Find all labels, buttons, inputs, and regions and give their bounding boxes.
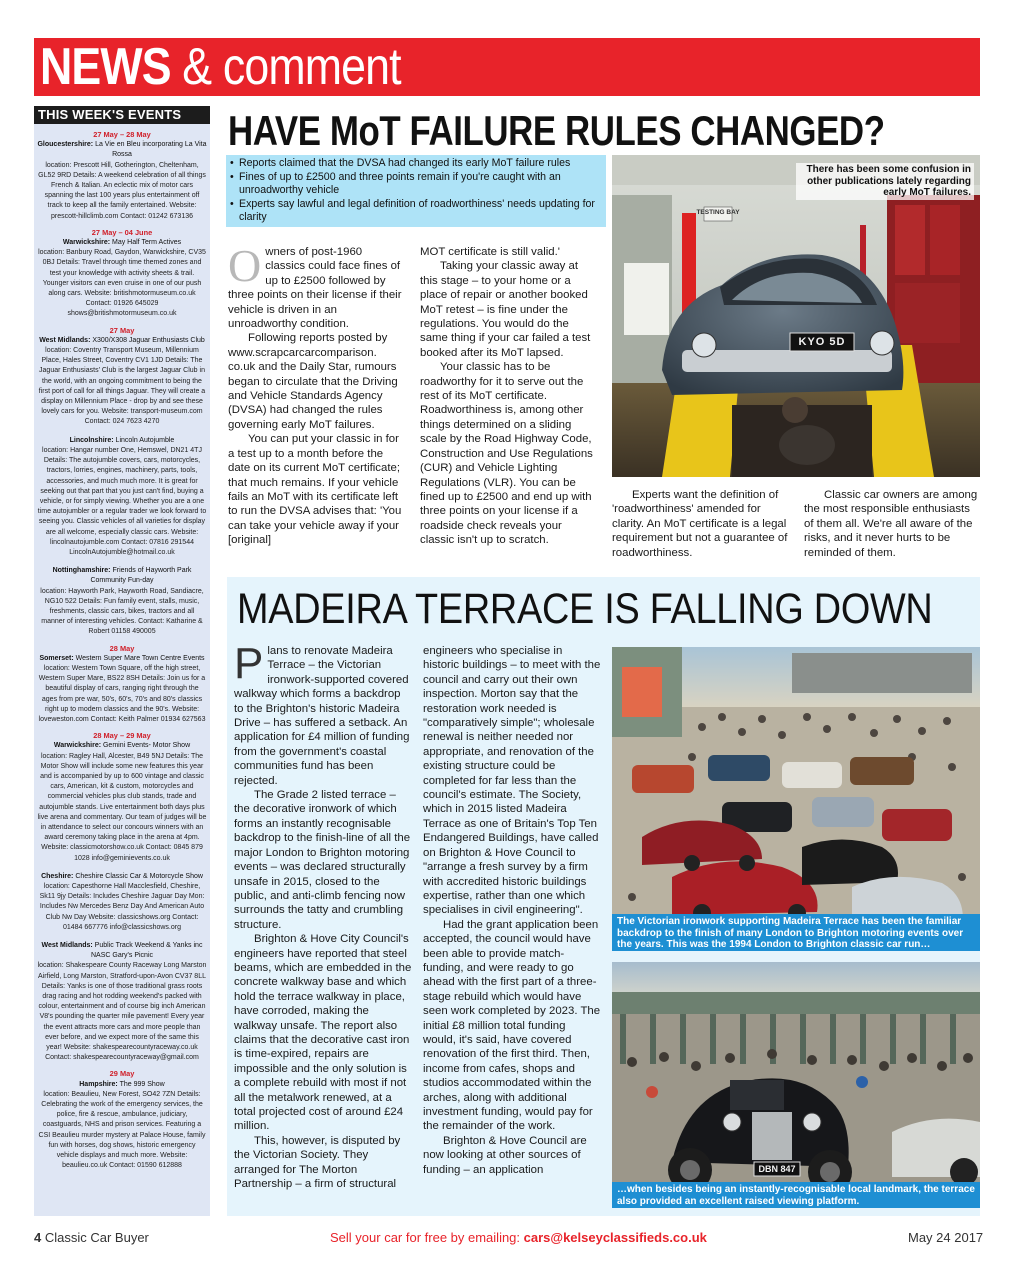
mot-bullet: • Fines of up to £2500 and three points remain if you're caught with an unroadworthy vehicle xyxy=(230,171,600,198)
madeira-photo-2 xyxy=(612,962,980,1208)
sell-email[interactable]: cars@kelseyclassifieds.co.uk xyxy=(523,1230,707,1245)
footer-folio xyxy=(34,1230,149,1246)
event-name: The 999 Show xyxy=(117,1080,165,1088)
page-number: 4 xyxy=(34,1230,42,1245)
issue-date: May 24 2017 xyxy=(908,1230,984,1245)
mot-column-2 xyxy=(420,245,598,548)
event-spacer xyxy=(37,558,207,566)
event-date: 29 May xyxy=(109,1069,135,1079)
event-county: Warwickshire: xyxy=(62,239,111,247)
mot-paragraph: MOT certificate is still valid.' xyxy=(420,246,560,258)
event-date: 28 May – 29 May xyxy=(93,731,151,741)
mot-paragraph: wners of post-1960 classics could face fines of up to £2500 followed by three points on their license if their vehicle is driven in an unroadworthy condition. xyxy=(228,246,402,331)
event-title xyxy=(37,872,207,882)
event-details: location: Beaulieu, New Forest, SO42 7ZN Details: Celebrating the work of the emergency services, the police, fire & rescue, ambulance, judiciary, coastguards, NHS and prison services. Featuring a CSI Beaulieu murder mystery at Palace House, family fun with horses, dog shows, historic emergency vehicle displays and much more. Website: beaulieu.co.uk Contact: 01590 612888 xyxy=(38,1090,206,1170)
events-heading: THIS WEEK'S EVENTS xyxy=(34,106,210,124)
event-details: location: Hayworth Park, Hayworth Road, Sandiacre, NG10 522 Details: Fun family event, stalls, music, freshments, classic cars, bikes, tractors and all manner of interesting vehicles. Contact: Katharine & Robert 01158 490005 xyxy=(40,587,204,636)
section-title xyxy=(40,38,401,96)
testing-bay-sign: TESTING BAY xyxy=(696,209,740,216)
madeira-caption-1: The Victorian ironwork supporting Madeira Terrace has been the familiar backdrop to the finish of many London to Brighton motoring events over the years. This was the 1994 London to Brighton classic car run… xyxy=(612,914,980,951)
mot-paragraph: Following reports posted by www.scrapcarcarcomparison. co.uk and the Daily Star, rumours began to circulate that the Driving and Vehicle Standards Agency (DVSA) had changed the rules governing early MoT failures. xyxy=(228,332,398,431)
event-name: Gemini Events- Motor Show xyxy=(101,742,191,750)
mot-photo xyxy=(612,155,980,477)
event-name: Western Super Mare Town Centre Events xyxy=(73,654,205,662)
event-item xyxy=(34,326,210,428)
event-details: location: Western Town Square, off the high street, Western Super Mare, BS22 8SH Details: Join us for a beautiful display of cars, ranging right through the ages from pre war, 50's, 60's, 70's and 80's classics right up to modern classics and the 90's. Website: loveweston.com Contact: Keith Palmer 01934 627563 xyxy=(38,664,206,723)
event-name: Cheshire Classic Car & Motorcycle Show xyxy=(73,872,203,880)
madeira-column-1 xyxy=(234,639,412,1191)
event-name: La Vie en Bleu incorporating La Vita Rossa xyxy=(93,141,207,159)
event-county: Lincolnshire: xyxy=(69,436,114,444)
event-item xyxy=(34,933,210,1063)
event-county: West Midlands: xyxy=(39,336,91,344)
event-county: Warwickshire: xyxy=(53,742,102,750)
event-details: location: Prescott Hill, Gotherington, Cheltenham, GL52 9RD Details: A weekend celebration of all things French & Italian. An eclectic mix of motor cars spanning the last 100 years plus entertainment off track to keep all the family entertained. Website: prescott-hillclimb.com Contact: 01242 673136 xyxy=(38,161,206,220)
mot-photo-svg xyxy=(612,155,980,477)
event-details: location: Banbury Road, Gaydon, Warwickshire, CV35 0BJ Details: Travel through time themed zones and test your knowledge with activity sheets & trail. Younger visitors can even cruise in one of our push along cars. Website: britishmotormuseum.co.uk Contact: 01926 645029 shows@britishmotormuseum.co.uk xyxy=(38,249,206,318)
event-name: Lincoln Autojumble xyxy=(113,436,175,444)
sell-text: Sell your car for free by emailing: xyxy=(330,1230,524,1245)
mot-column-1 xyxy=(228,240,404,548)
section-title-rest: & comment xyxy=(170,38,401,96)
event-title xyxy=(37,1080,207,1090)
event-spacer xyxy=(37,864,207,872)
event-title xyxy=(37,436,207,446)
event-date: 27 May xyxy=(109,325,135,335)
event-spacer xyxy=(37,428,207,436)
event-item xyxy=(34,644,210,726)
mot-bullet: • Experts say lawful and legal definition of roadworthiness' needs updating for clarity xyxy=(230,198,600,225)
madeira-paragraph: This, however, is disputed by the Victorian Society. They arranged for The Morton Partnership – a firm of structural xyxy=(234,1134,401,1191)
event-county: Gloucestershire: xyxy=(37,141,94,149)
mot-dropcap: O xyxy=(228,240,262,291)
mot-photo-caption: There has been some confusion in other publications lately regarding early MoT failures. xyxy=(796,163,974,200)
event-date: 27 May – 28 May xyxy=(93,130,151,139)
event-item xyxy=(34,731,210,864)
event-details: location: Ragley Hall, Alcester, B49 5NJ Details: The Motor Show will include some new features this year and is accompanied by up to 600 vintage and classic cars, American, kit & custom, motorcycles and commercial vehicles plus club stands, trade and autojumble stands. Live entertainment both days plus live arena and commentary. Our team of judges will be in attendance to select our concours winners with an award ceremony taking place in the arena at 4pm. Website: classicmotorshow.co.uk Contact: 0845 879 1028 info@geminievents.co.uk xyxy=(37,752,207,862)
event-title xyxy=(37,566,207,586)
number-plate: DBN 847 xyxy=(758,1164,796,1174)
madeira-paragraph: Brighton & Hove City Council's engineers have reported that steel beams, which are embedded in the concrete walkway base and which hold the terrace walkway in place, have corroded, making the walkway unsafe. The report also claims that the decorative cast iron is time-expired, repairs are impossible and the only solution is a complete rebuild with most if not all the metalwork renewed, at a total projected cost of around £24 million. xyxy=(234,933,412,1133)
event-item xyxy=(34,1069,210,1171)
mot-column-4 xyxy=(804,488,980,560)
event-item xyxy=(34,228,210,320)
section-banner xyxy=(34,38,980,96)
madeira-dropcap: P xyxy=(234,639,264,688)
event-county: West Midlands: xyxy=(41,942,93,950)
madeira-headline: MADEIRA TERRACE IS FALLING DOWN xyxy=(237,585,933,633)
mot-paragraph: Your classic has to be roadworthy for it to serve out the rest of its MoT certificate. Roadworthiness is, among other things determined on a sliding scale by the Road Highway Code, Construction and Use Regulations (CUR) and Vehicle Lighting Regulations (VLR). You can be fined up to £2500 and end up with three points on your license if a roadside check reveals your classic isn't up to scratch. xyxy=(420,361,593,547)
event-title xyxy=(37,654,207,664)
footer-sell xyxy=(330,1230,707,1246)
event-item xyxy=(34,428,210,558)
madeira-paragraph: engineers who specialise in historic buildings – to meet with the council and carry out their own inspection. Morton say that the restoration work needed is "comparatively simple"; wholesale renewal is neither needed nor appropriate, and renovation of the existing structure could be completed for far less than the council's estimate. The Society, which in 2015 listed Madeira Terrace as one of Britain's Top Ten Endangered Buildings, have called on Brighton & Hove Council to "arrange a fresh survey by a firm with accredited historic buildings expertise, rather than one which specialises in civil engineering". xyxy=(423,645,601,917)
event-date: 28 May xyxy=(109,643,135,653)
event-title xyxy=(37,941,207,961)
event-title xyxy=(37,140,207,160)
madeira-paragraph: The Grade 2 listed terrace – the decorative ironwork of which forms an instantly recognisable backdrop to the finish-line of all the major London to Brighton motoring events – was declared structurally unsafe in 2015, closed to the public, and anti-climb fencing now surrounds the tatty and crumbling structure. xyxy=(234,789,411,931)
event-details: location: Coventry Transport Museum, Millennium Place, Hales Street, Coventry CV1 1JD Details: The Jaguar Enthusiasts' Club is the largest Jaguar Club in the world, with an ongoing commitment to being the first port of call for all things Jaguar. They will create a display on Millennium Place - drop by and see these lovely cars for you. Website: transport-museum.com Contact: 024 7623 4270 xyxy=(38,347,206,426)
event-item xyxy=(34,558,210,637)
event-details: location: Shakespeare County Raceway Long Marston Airfield, Long Marston, Stratford-upon-Avon CV37 8LL Details: Yanks is one of those traditional grass roots drag racing and hot rodding weekend's packed with colour, entertainment and of course big inch American V8's pounding the quarter mile pavement! Every year the event attracts more cars and more people than ever before, and we expect more of the same this year! Website: shakespearecountyraceway.co.uk Contact: shakespearecountyraceway@gmail.com xyxy=(37,962,207,1062)
mot-bullet: • Reports claimed that the DVSA had changed its early MoT failure rules xyxy=(230,157,600,171)
event-name: May Half Term Actives xyxy=(110,239,182,247)
event-title xyxy=(37,238,207,248)
event-name: Friends of Hayworth Park Community Fun-day xyxy=(90,567,192,585)
event-name: X300/X308 Jaguar Enthusiasts Club xyxy=(90,336,205,344)
madeira-photo-1 xyxy=(612,647,980,951)
madeira-paragraph: Had the grant application been accepted, the council would have been able to provide match-funding, and were ready to go ahead with the first part of a three-stage rebuild which would have seen work completed by 2023. The initial £8 million total funding would, it's said, have covered renovation of the first third. Then, income from cafes, shops and studios accommodated within the arches, along with additional investment funding, would pay for the remainder of the work. xyxy=(423,918,601,1133)
mot-bullet-box xyxy=(226,155,606,227)
madeira-column-2 xyxy=(423,644,601,1177)
mot-headline: HAVE MoT FAILURE RULES CHANGED? xyxy=(228,107,885,154)
madeira-paragraph: lans to renovate Madeira Terrace – the Victorian ironwork-supported covered walkway which forms a backdrop to the Brighton's historic Madeira Drive – has suffered a setback. An application for £4 million of funding from the government's coastal communities fund has been rejected. xyxy=(234,645,410,787)
event-details: location: Hangar number One, Hemswel, DN21 4TJ Details: The autojumble covers, cars, motorcycles, tractors, lorries, engines, machinery, parts, tools, accessories, and much much more. It is great for seeking out that part that you just can't find, buying a vehicle, or for simply viewing. Whether you are a one time autojumbler or a regular trader we look forward to seeing you. Classic vehicles of all varieties for display are all welcome, especially classic cars. Website: lincolnautojumble.com Contact: 07816 291544 LincolnAutojumble@hotmail.co.uk xyxy=(37,446,207,556)
madeira-paragraph: Brighton & Hove Council are now looking at other sources of funding – an application xyxy=(423,1134,587,1176)
event-date: 27 May – 04 June xyxy=(91,227,153,237)
event-item xyxy=(34,130,210,222)
event-county: Cheshire: xyxy=(41,872,74,880)
events-sidebar xyxy=(34,106,210,1216)
event-item xyxy=(34,864,210,933)
event-spacer xyxy=(37,933,207,941)
event-name: Public Track Weekend & Yanks inc NASC Gary's Picnic xyxy=(90,942,203,960)
madeira-photo-1-svg xyxy=(612,647,980,951)
magazine-name: Classic Car Buyer xyxy=(41,1230,149,1245)
mot-paragraph: Classic car owners are among the most responsible enthusiasts of them all. We're all aware of the risks, and it never hurts to be reminded of them. xyxy=(804,489,978,559)
event-title xyxy=(37,336,207,346)
number-plate: KYO 5D xyxy=(798,336,846,348)
madeira-caption-2: …when besides being an instantly-recognisable local landmark, the terrace also provided an excellent raised viewing platform. xyxy=(612,1182,980,1208)
event-county: Nottinghamshire: xyxy=(52,567,111,575)
section-title-strong: NEWS xyxy=(40,38,171,96)
event-title xyxy=(37,741,207,751)
mot-column-3 xyxy=(612,488,790,560)
event-details: location: Capesthorne Hall Macclesfield, Cheshire, Sk11 9jy Details: Includes Cheshire Jaguar Day Mon: Includes Nw Mercedes Benz Day And American Auto Club Nw Day Website: classicshows.org Contact: 01484 667776 info@classicshows.org xyxy=(39,883,205,931)
event-county: Somerset: xyxy=(39,654,74,662)
mot-paragraph: You can put your classic in for a test up to a month before the date on its current MoT certificate; that much remains. If your vehicle fails an MoT with its certificate left to run the DVSA advises that: 'You can take your vehicle away if your [original] xyxy=(228,433,402,547)
mot-paragraph: Taking your classic away at this stage – to your home or a place of repair or another booked MoT retest – is fine under the regulations. You would do the same thing if your car failed a test booked after its MoT lapsed. xyxy=(420,260,591,359)
event-county: Hampshire: xyxy=(79,1080,118,1088)
mot-paragraph: Experts want the definition of 'roadworthiness' amended for clarity. An MoT certificate is a legal requirement but not a guarantee of roadworthiness. xyxy=(612,489,788,559)
event-list xyxy=(34,130,210,1172)
